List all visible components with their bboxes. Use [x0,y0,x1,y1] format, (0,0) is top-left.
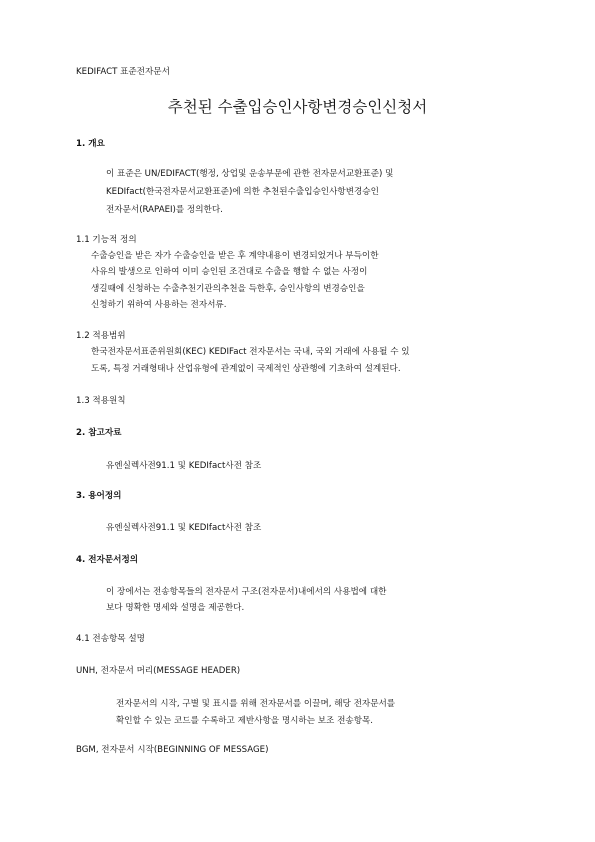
section-3-text: 유엔실렉사전91.1 및 KEDIfact사전 참조 [106,523,262,533]
section-4-line: 보다 명확한 명세와 설명을 제공한다. [106,603,245,613]
section-1-1-line: 생길때에 신청하는 수출추천기관의추천을 득한후, 승인사항의 변경승인을 [91,284,365,294]
bgm-heading: BGM, 전자문서 시작(BEGINNING OF MESSAGE) [76,745,269,755]
section-4-line: 이 장에서는 전송항목들의 전자문서 구조(전자문서)내에서의 사용법에 대한 [106,587,387,597]
section-2-text: 유엔실렉사전91.1 및 KEDIfact사전 참조 [106,461,262,471]
section-1-1-line: 사유의 발생으로 인하여 이미 승인된 조건대로 수출을 행할 수 없는 사정이 [91,267,368,277]
section-1-2-line: 한국전자문서표준위원회(KEC) KEDIFact 전자문서는 국내, 국외 거래에 사용될 수 있 [91,347,410,357]
section-1-1-line: 신청하기 위하여 사용하는 전자서류. [91,300,227,310]
section-1-heading: 1. 개요 [76,139,105,149]
section-1-line: 이 표준은 UN/EDIFACT(행정, 상업및 운송부문에 관한 전자문서교환표준) 및 [106,169,394,179]
section-1-2-heading: 1.2 적용범위 [76,331,126,341]
page-title: 추천된 수출입승인사항변경승인신청서 [167,98,428,116]
section-4-heading: 4. 전자문서정의 [76,555,139,565]
document-header: KEDIFACT 표준전자문서 [76,67,170,77]
section-1-3-heading: 1.3 적용원칙 [76,396,126,406]
unh-heading: UNH, 전자문서 머리(MESSAGE HEADER) [76,666,241,676]
unh-line: 전자문서의 시작, 구별 및 표시를 위해 전자문서를 이끌며, 해당 전자문서를 [116,699,396,709]
section-4-1-heading: 4.1 전송항목 설명 [76,634,145,644]
section-3-heading: 3. 용어정의 [76,491,122,501]
section-2-heading: 2. 참고자료 [76,428,122,438]
section-1-1-line: 수출승인을 받은 자가 수출승인을 받은 후 계약내용이 변경되었거나 부득이한 [91,251,379,261]
unh-line: 확인할 수 있는 코드를 수록하고 제반사항을 명시하는 보조 전송항목. [116,716,374,726]
section-1-line: 전자문서(RAPAEI)를 정의한다. [106,205,223,215]
section-1-1-heading: 1.1 기능적 정의 [76,235,137,245]
section-1-2-line: 도록, 특정 거래형태나 산업유형에 관계없이 국제적인 상관행에 기초하여 설계된다. [91,364,401,374]
section-1-line: KEDIfact(한국전자문서교환표준)에 의한 추천된수출입승인사항변경승인 [106,187,379,197]
